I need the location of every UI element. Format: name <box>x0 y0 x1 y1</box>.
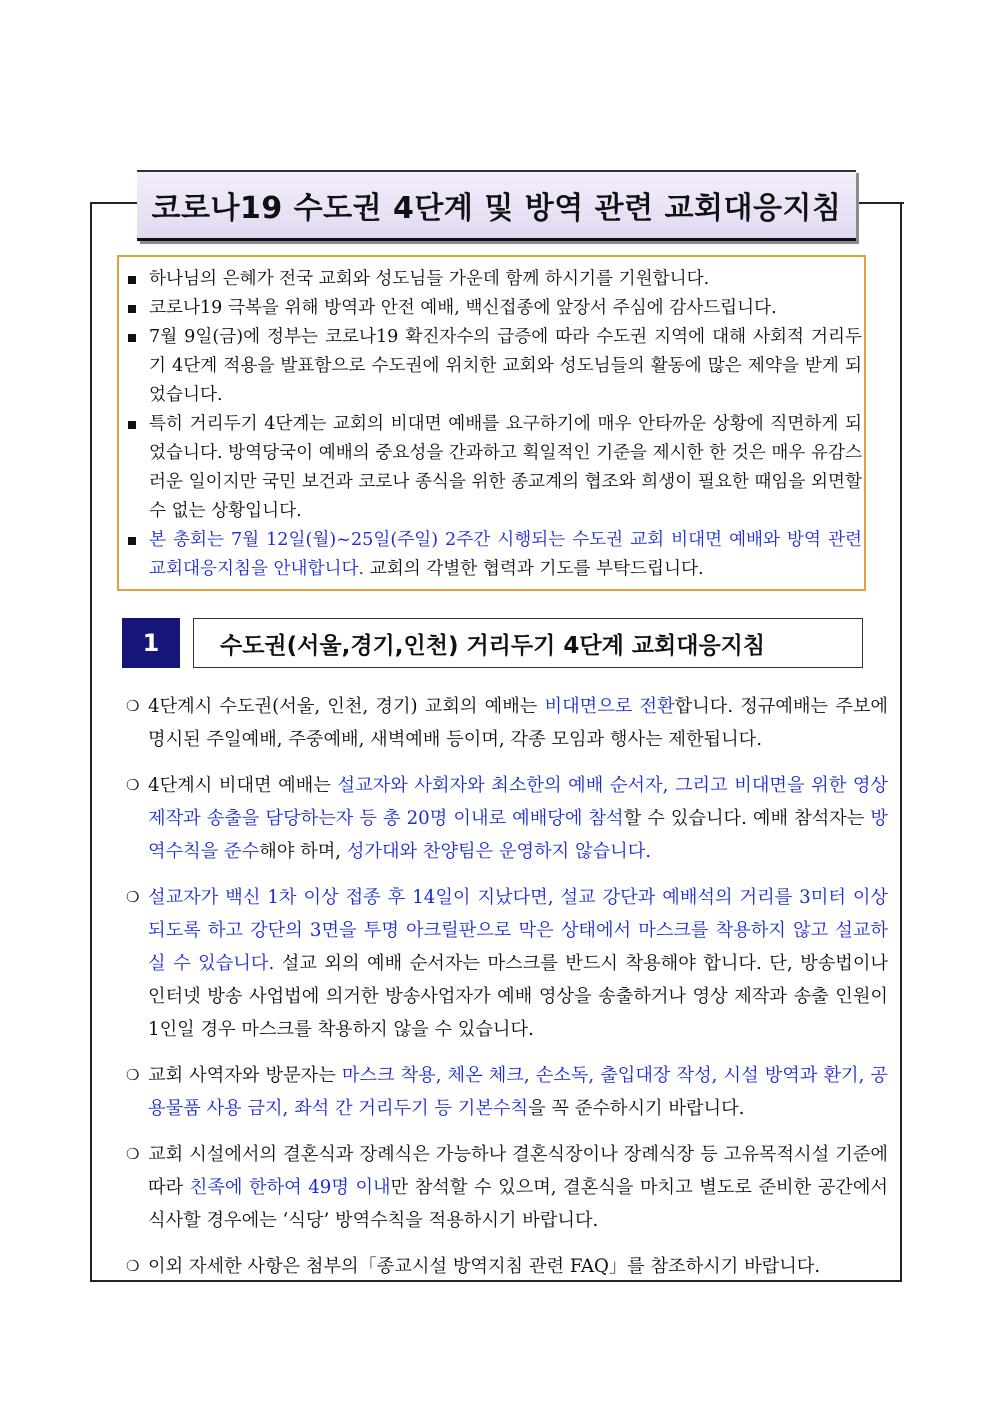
guideline-item <box>126 1250 888 1283</box>
guideline-highlight: 설교자가 백신 1차 이상 접종 후 14일이 지났다면, 설교 강단과 예배석의 거리를 3미터 이상 되도록 하고 강단의 3면을 투명 아크릴판으로 막은 상태에서 마스크를 착용하지 않고 설교하실 수 있습니다. <box>148 887 888 974</box>
square-bullet-icon <box>128 421 136 429</box>
guideline-text: 설교 외의 예배 순서자는 마스크를 반드시 착용해야 합니다. 단, 방송법이나 인터넷 방송 사업법에 의거한 방송사업자가 예배 영상을 송출하거나 영상 제작과 송출 인원이 1인일 경우 마스크를 착용하지 않을 수 있습니다. <box>148 953 889 1040</box>
summary-item <box>127 294 862 323</box>
guideline-text: 교회 사역자와 방문자는 <box>148 1065 342 1086</box>
circle-bullet-icon: ❍ <box>126 888 140 906</box>
square-bullet-icon <box>128 276 136 284</box>
page-title: 코로나19 수도권 4단계 및 방역 관련 교회대응지침 <box>151 191 842 226</box>
guideline-list <box>126 690 888 1296</box>
guideline-item <box>126 690 888 756</box>
summary-text: 코로나19 극복을 위해 방역과 안전 예배, 백신접종에 앞장서 주심에 감사드립니다. <box>149 298 777 318</box>
summary-item <box>127 526 862 584</box>
circle-bullet-icon: ❍ <box>126 776 140 794</box>
summary-text: 7월 9일(금)에 정부는 코로나19 확진자수의 급증에 따라 수도권 지역에 대해 사회적 거리두기 4단계 적용을 발표함으로 수도권에 위치한 교회와 성도님들의 활동에 많은 제약을 받게 되었습니다. <box>149 327 862 405</box>
summary-highlight-text: 본 총회는 7월 12일(월)~25일(주일) 2주간 시행되는 수도권 교회 비대면 예배와 방역 관련 교회대응지침을 안내합니다. <box>149 530 862 579</box>
circle-bullet-icon: ❍ <box>126 1145 140 1163</box>
summary-box <box>117 255 866 591</box>
guideline-text: 할 수 있습니다. 예배 참석자는 <box>623 808 871 829</box>
guideline-item <box>126 769 888 868</box>
square-bullet-icon <box>128 334 136 342</box>
guideline-highlight: 설교자와 사회자와 최소한의 예배 순서자, 그리고 비대면을 위한 영상 제작과 송출을 담당하는자 등 총 20명 이내로 예배당에 참석 <box>148 775 889 829</box>
guideline-text: 을 꼭 준수하시기 바랍니다. <box>528 1098 745 1119</box>
guideline-text: 4단계시 수도권(서울, 인천, 경기) 교회의 예배는 <box>148 696 545 717</box>
guideline-highlight: 성가대와 찬양팀은 운영하지 않습니다. <box>346 841 652 862</box>
guideline-text: 합니다. 정규예배는 주보에 명시된 주일예배, 주중예배, 새벽예배 등이며, 각종 모임과 행사는 제한됩니다. <box>148 696 888 750</box>
summary-item <box>127 323 862 410</box>
guideline-highlight: 마스크 착용, 체온 체크, 손소독, 출입대장 작성, 시설 방역과 환기, 공용물품 사용 금지, 좌석 간 거리두기 등 기본수칙 <box>148 1065 888 1119</box>
guideline-text: 해야 하며, <box>259 841 347 862</box>
summary-text: 특히 거리두기 4단계는 교회의 비대면 예배를 요구하기에 매우 안타까운 상황에 직면하게 되었습니다. 방역당국이 예배의 중요성을 간과하고 획일적인 기준을 제시한 한 것은 매우 유감스러운 일이지만 국민 보건과 코로나 종식을 위한 종교계의 협조와 희생이 필요한 때임을 외면할 수 없는 상황입니다. <box>149 414 862 521</box>
frame-top-line-left <box>90 202 138 204</box>
square-bullet-icon <box>128 305 136 313</box>
title-banner <box>137 170 856 241</box>
guideline-text: 4단계시 비대면 예배는 <box>148 775 338 796</box>
circle-bullet-icon: ❍ <box>126 1066 140 1084</box>
guideline-item <box>126 881 888 1046</box>
guideline-text: 교회 시설에서의 결혼식과 장례식은 가능하나 결혼식장이나 장례식장 등 고유목적시설 기준에 따라 <box>148 1144 888 1198</box>
section-number-badge: 1 <box>122 618 180 668</box>
guideline-text: 이외 자세한 사항은 첨부의「종교시설 방역지침 관련 FAQ」를 참조하시기 바랍니다. <box>148 1256 821 1277</box>
guideline-highlight: 친족에 한하여 49명 이내 <box>189 1177 391 1198</box>
guideline-highlight: 비대면으로 전환 <box>544 696 675 717</box>
section-title <box>193 618 863 668</box>
square-bullet-icon <box>128 537 136 545</box>
circle-bullet-icon: ❍ <box>126 1257 140 1275</box>
section-title-text: 수도권(서울,경기,인천) 거리두기 4단계 교회대응지침 <box>220 632 766 659</box>
frame-top-line-right <box>856 202 904 204</box>
guideline-item <box>126 1059 888 1125</box>
guideline-item <box>126 1138 888 1237</box>
summary-item <box>127 410 862 526</box>
summary-text: 교회의 각별한 협력과 기도를 부탁드립니다. <box>364 559 704 579</box>
guideline-text: 만 참석할 수 있으며, 결혼식을 마치고 별도로 준비한 공간에서 식사할 경우에는 ‘식당’ 방역수칙을 적용하시기 바랍니다. <box>148 1177 889 1231</box>
guideline-highlight: 방역수칙을 준수 <box>148 808 888 862</box>
summary-text: 하나님의 은혜가 전국 교회와 성도님들 가운데 함께 하시기를 기원합니다. <box>149 269 710 289</box>
circle-bullet-icon: ❍ <box>126 697 140 715</box>
summary-item <box>127 265 862 294</box>
